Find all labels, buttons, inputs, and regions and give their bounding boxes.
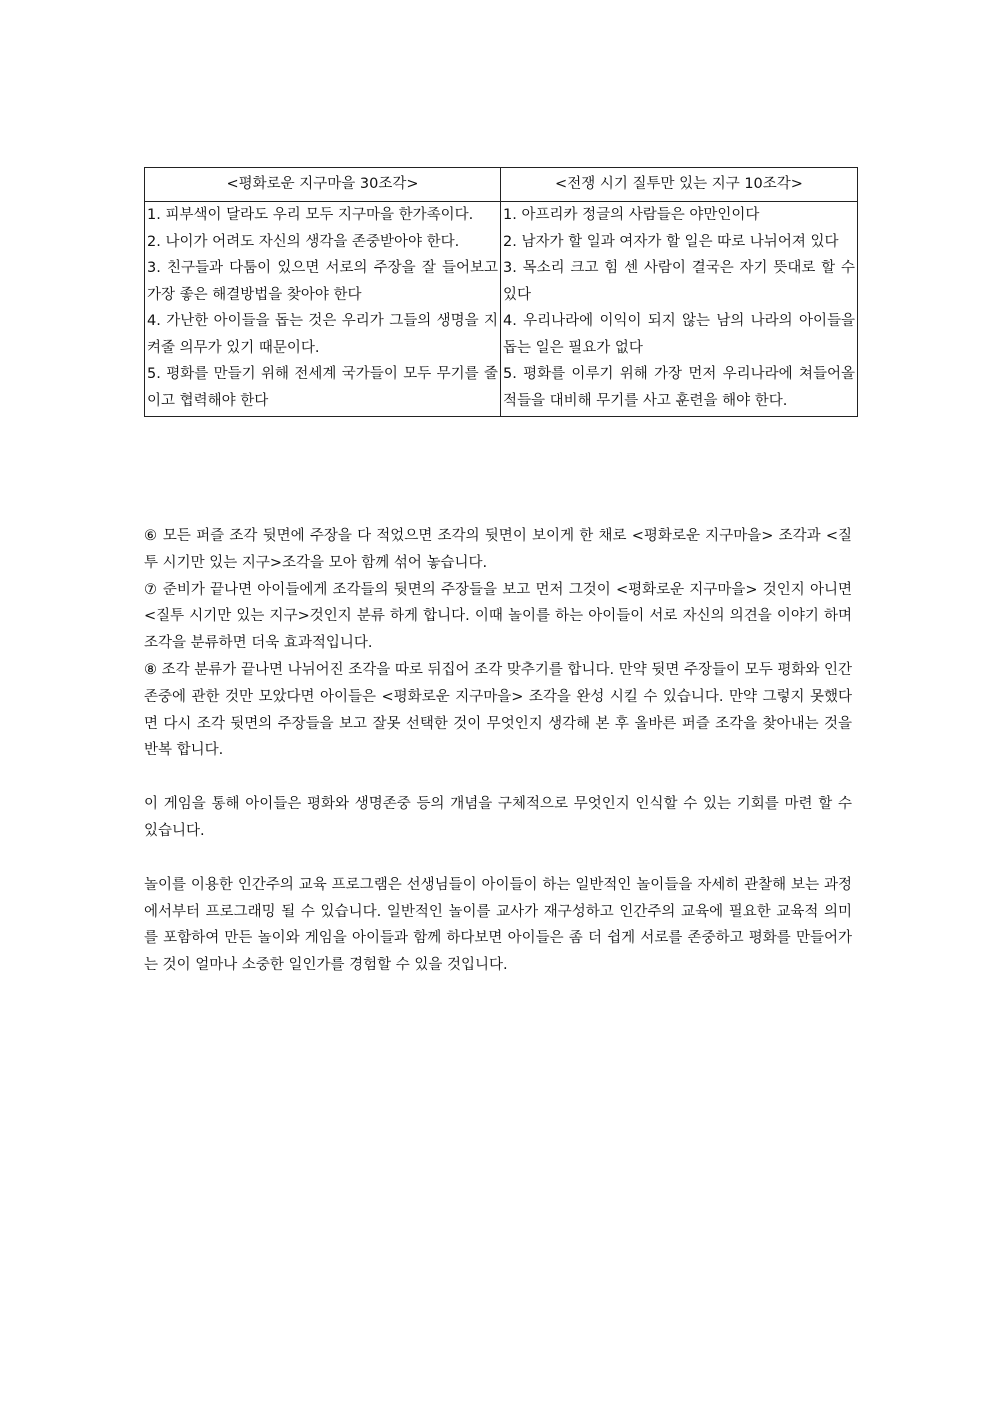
step-8-paragraph: ⑧ 조각 분류가 끝나면 나뉘어진 조각을 따로 뒤집어 조각 맞추기를 합니다. 만약 뒷면 주장들이 모두 평화와 인간 존중에 관한 것만 모았다면 아이들은 <평화로운 지구마을> 조각을 완성 시킬 수 있습니다. 만약 그렇지 못했다면 다시 조각 뒷면의 주장들을 보고 잘못 선택한 것이 무엇인지 생각해 본 후 올바른 퍼즐 조각을 찾아내는 것을 반복 합니다.	[144, 661, 852, 759]
header-war-jealousy-earth: <전쟁 시기 질투만 있는 지구 10조각>	[501, 168, 858, 202]
peaceful-claim-2: 2. 나이가 어려도 자신의 생각을 존중받아야 한다.	[147, 233, 460, 250]
body-text	[144, 523, 852, 979]
peaceful-claim-1: 1. 피부색이 달라도 우리 모두 지구마을 한가족이다.	[147, 207, 474, 223]
table-row	[145, 202, 858, 417]
step-6-paragraph: ⑥ 모든 퍼즐 조각 뒷면에 주장을 다 적었으면 조각의 뒷면이 보이게 한 채로 <평화로운 지구마을> 조각과 <질투 시기만 있는 지구>조각을 모아 함께 섞어 놓습니다.	[144, 528, 852, 571]
war-claims-cell	[501, 202, 858, 417]
step-7-paragraph: ⑦ 준비가 끝나면 아이들에게 조각들의 뒷면의 주장들을 보고 먼저 그것이 <평화로운 지구마을> 것인지 아니면 <질투 시기만 있는 지구>것인지 분류 하게 합니다. 이때 놀이를 하는 아이들이 서로 자신의 의견을 이야기 하며 조각을 분류하면 더욱 효과적입니다.	[144, 581, 852, 652]
peaceful-claim-5: 5. 평화를 만들기 위해 전세계 국가들이 모두 무기를 줄이고 협력해야 한다	[147, 366, 498, 409]
header-peaceful-village: <평화로운 지구마을 30조각>	[145, 168, 501, 202]
war-claim-4: 4. 우리나라에 이익이 되지 않는 남의 나라의 아이들을 돕는 일은 필요가 없다	[503, 313, 855, 356]
peaceful-claim-3: 3. 친구들과 다툼이 있으면 서로의 주장을 잘 들어보고 가장 좋은 해결방법을 찾아야 한다	[147, 260, 498, 303]
war-claim-5: 5. 평화를 이루기 위해 가장 먼저 우리나라에 쳐들어올 적들을 대비해 무기를 사고 훈련을 해야 한다.	[503, 366, 855, 409]
game-purpose-paragraph: 이 게임을 통해 아이들은 평화와 생명존중 등의 개념을 구체적으로 무엇인지 인식할 수 있는 기회를 마련 할 수 있습니다.	[144, 796, 852, 839]
peaceful-claim-4: 4. 가난한 아이들을 돕는 것은 우리가 그들의 생명을 지켜줄 의무가 있기 때문이다.	[147, 313, 498, 356]
puzzle-claims-table	[144, 167, 858, 417]
paragraph-spacer	[144, 845, 852, 872]
peaceful-claims-cell	[145, 202, 501, 417]
paragraph-spacer	[144, 764, 852, 791]
program-summary-paragraph: 놀이를 이용한 인간주의 교육 프로그램은 선생님들이 아이들이 하는 일반적인 놀이들을 자세히 관찰해 보는 과정에서부터 프로그래밍 될 수 있습니다. 일반적인 놀이를 교사가 재구성하고 인간주의 교육에 필요한 교육적 의미를 포함하여 만든 놀이와 게임을 아이들과 함께 하다보면 아이들은 좀 더 쉽게 서로를 존중하고 평화를 만들어가는 것이 얼마나 소중한 일인가를 경험할 수 있을 것입니다.	[144, 876, 852, 974]
war-claim-2: 2. 남자가 할 일과 여자가 할 일은 따로 나뉘어져 있다	[503, 233, 839, 250]
war-claim-3: 3. 목소리 크고 힘 센 사람이 결국은 자기 뜻대로 할 수 있다	[503, 260, 855, 303]
war-claim-1: 1. 아프리카 정글의 사람들은 야만인이다	[503, 207, 760, 223]
table-header-row	[145, 168, 858, 202]
